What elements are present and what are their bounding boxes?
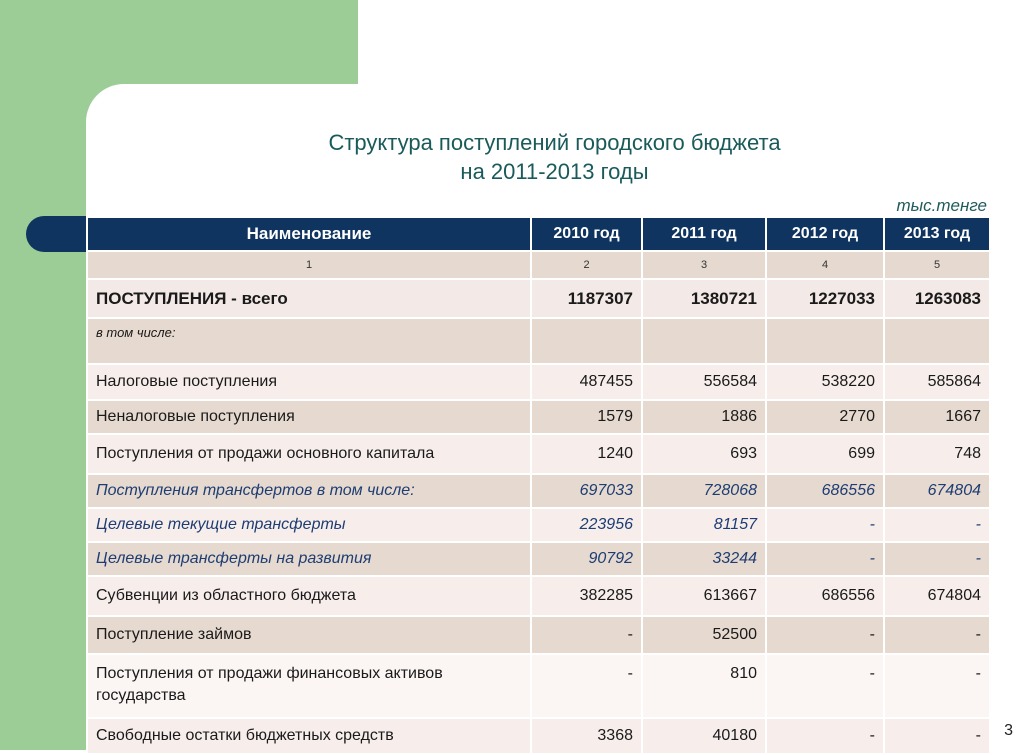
budget-table [86, 216, 991, 755]
table-row [87, 542, 990, 576]
row-value: 538220 [766, 364, 884, 400]
header-2010: 2010 год [531, 217, 642, 251]
total-label: ПОСТУПЛЕНИЯ - всего [87, 279, 531, 318]
row-value: 674804 [884, 576, 990, 616]
row-value: 2770 [766, 400, 884, 434]
row-value: 693 [642, 434, 766, 474]
empty-cell [766, 318, 884, 364]
row-label: Налоговые поступления [87, 364, 531, 400]
row-value: - [531, 616, 642, 654]
row-value: 3368 [531, 718, 642, 754]
row-value: 699 [766, 434, 884, 474]
row-value: 1667 [884, 400, 990, 434]
total-value: 1227033 [766, 279, 884, 318]
row-value: 40180 [642, 718, 766, 754]
row-value: 382285 [531, 576, 642, 616]
row-value: - [766, 718, 884, 754]
row-label: Субвенции из областного бюджета [87, 576, 531, 616]
row-value: 748 [884, 434, 990, 474]
row-label: Неналоговые поступления [87, 400, 531, 434]
row-value: 33244 [642, 542, 766, 576]
slide-title-line2: на 2011-2013 годы [460, 159, 649, 184]
header-name: Наименование [87, 217, 531, 251]
row-label: Свободные остатки бюджетных средств [87, 718, 531, 754]
row-value: 613667 [642, 576, 766, 616]
row-value: 1579 [531, 400, 642, 434]
total-row [87, 279, 990, 318]
row-label: Поступления от продажи финансовых активов государства [87, 654, 531, 718]
table-row [87, 718, 990, 754]
header-2011: 2011 год [642, 217, 766, 251]
index-cell: 2 [531, 251, 642, 279]
total-value: 1380721 [642, 279, 766, 318]
row-value: - [766, 654, 884, 718]
row-value: - [884, 508, 990, 542]
row-value: 674804 [884, 474, 990, 508]
row-value: - [766, 542, 884, 576]
row-value: 52500 [642, 616, 766, 654]
units-label: тыс.тенге [896, 196, 987, 215]
index-cell: 1 [87, 251, 531, 279]
total-value: 1263083 [884, 279, 990, 318]
row-label: Поступления трансфертов в том числе: [87, 474, 531, 508]
row-label: Поступления от продажи основного капитала [87, 434, 531, 474]
empty-cell [642, 318, 766, 364]
including-row [87, 318, 990, 364]
row-value: 1886 [642, 400, 766, 434]
row-value: 223956 [531, 508, 642, 542]
header-2012: 2012 год [766, 217, 884, 251]
row-value: 90792 [531, 542, 642, 576]
row-value: 686556 [766, 474, 884, 508]
slide-title [86, 128, 1023, 186]
row-label: Целевые трансферты на развития [87, 542, 531, 576]
row-value: 728068 [642, 474, 766, 508]
row-label: Целевые текущие трансферты [87, 508, 531, 542]
table-row [87, 400, 990, 434]
index-cell: 4 [766, 251, 884, 279]
table-row [87, 508, 990, 542]
row-value: - [766, 616, 884, 654]
row-value: 1240 [531, 434, 642, 474]
row-label: Поступление займов [87, 616, 531, 654]
table-row [87, 364, 990, 400]
total-value: 1187307 [531, 279, 642, 318]
row-value: 487455 [531, 364, 642, 400]
row-value: 697033 [531, 474, 642, 508]
row-value: 585864 [884, 364, 990, 400]
table-row [87, 616, 990, 654]
row-value: 686556 [766, 576, 884, 616]
row-value: - [531, 654, 642, 718]
index-cell: 5 [884, 251, 990, 279]
table-row [87, 434, 990, 474]
page-number: 3 [1004, 722, 1013, 739]
row-value: 810 [642, 654, 766, 718]
row-value: - [884, 654, 990, 718]
table-row [87, 654, 990, 718]
row-value: - [884, 718, 990, 754]
table-row [87, 576, 990, 616]
table-row [87, 474, 990, 508]
row-value: - [884, 542, 990, 576]
table-header-row [87, 217, 990, 251]
header-2013: 2013 год [884, 217, 990, 251]
index-row [87, 251, 990, 279]
row-value: 556584 [642, 364, 766, 400]
green-side-strip [0, 0, 86, 750]
index-cell: 3 [642, 251, 766, 279]
slide-title-line1: Структура поступлений городского бюджета [328, 130, 781, 155]
including-label: в том числе: [87, 318, 531, 364]
empty-cell [884, 318, 990, 364]
empty-cell [531, 318, 642, 364]
row-value: 81157 [642, 508, 766, 542]
row-value: - [766, 508, 884, 542]
row-value: - [884, 616, 990, 654]
